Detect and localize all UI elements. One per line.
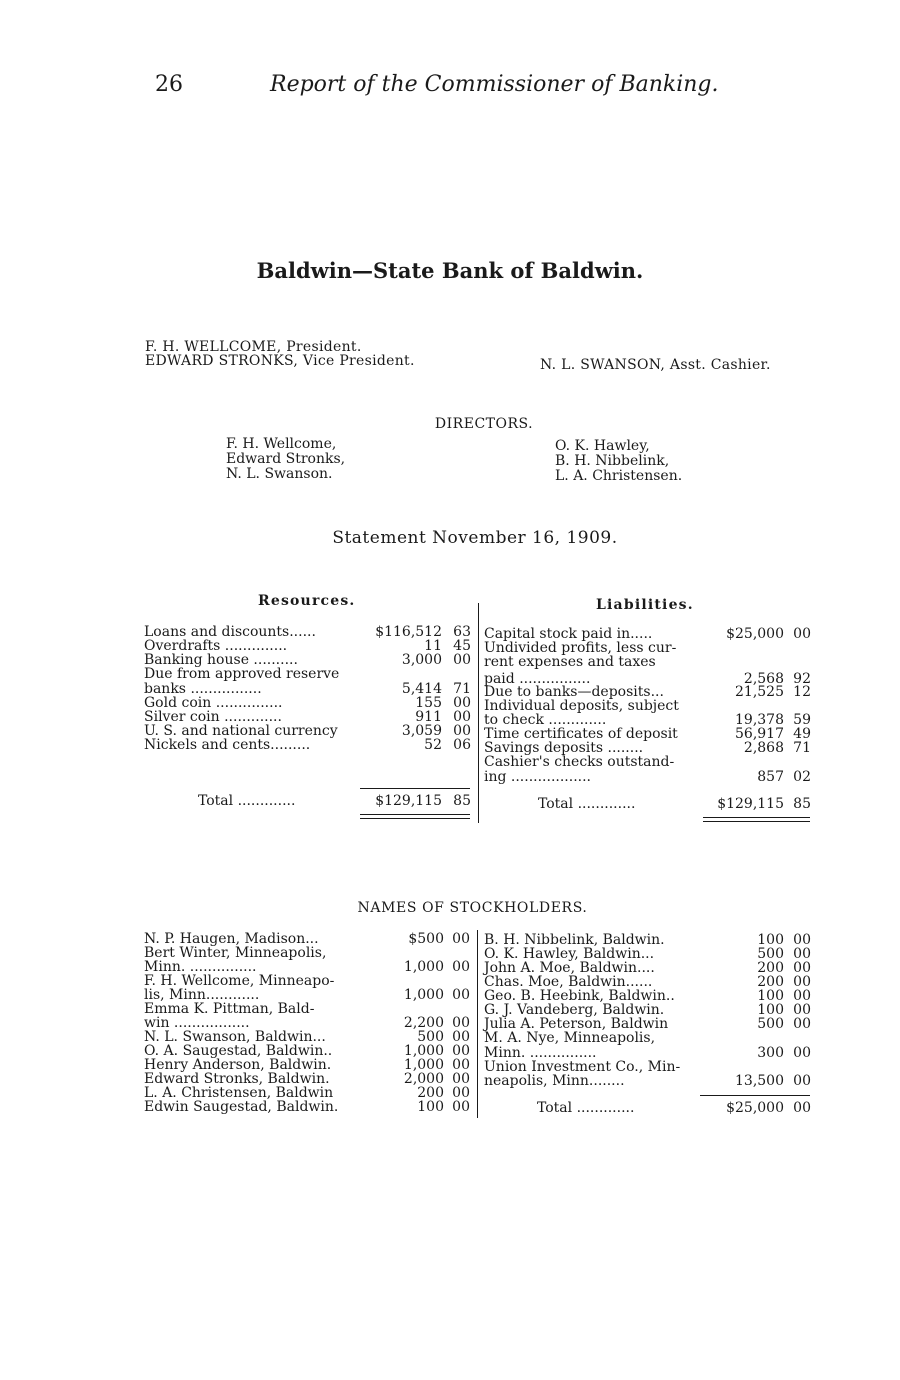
- liabilities-total-label: Total .............: [538, 796, 636, 812]
- director-name: Edward Stronks,: [226, 451, 346, 467]
- liability-label: Savings deposits ........: [484, 740, 644, 756]
- stockholder-dollars: 100: [417, 1099, 444, 1115]
- stockholder-dollars: 2,200: [403, 1015, 444, 1031]
- page-number: 26: [155, 72, 183, 97]
- stockholder-dollars: $500: [408, 931, 444, 947]
- stockholder-cents: 00: [452, 1057, 470, 1073]
- stockholder-cents: 00: [452, 959, 470, 975]
- resource-label: Overdrafts ..............: [144, 638, 288, 654]
- director-name: F. H. Wellcome,: [226, 436, 337, 452]
- stockholder-name: Minn. ...............: [144, 959, 257, 975]
- stockholder-cents: 00: [793, 1073, 811, 1089]
- stockholder-cents: 00: [452, 1085, 470, 1101]
- stockholder-cents: 00: [793, 1016, 811, 1032]
- stockholder-cents: 00: [452, 987, 470, 1003]
- liability-cents: 49: [793, 726, 811, 742]
- resource-dollars: 5,414: [401, 681, 442, 697]
- stockholder-name: Henry Anderson, Baldwin.: [144, 1057, 332, 1073]
- director-name: B. H. Nibbelink,: [555, 453, 670, 469]
- stockholder-dollars: 200: [417, 1085, 444, 1101]
- liability-cents: 00: [793, 626, 811, 642]
- stockholder-cents: 00: [452, 1015, 470, 1031]
- liability-dollars: 2,868: [743, 740, 784, 756]
- stockholders-total-dollars: $25,000: [726, 1100, 784, 1116]
- stockholder-cents: 00: [793, 1045, 811, 1061]
- stockholders-total-rule: [700, 1095, 810, 1096]
- liability-dollars: 21,525: [735, 684, 784, 700]
- resource-label: Loans and discounts......: [144, 624, 316, 640]
- stockholder-cents: 00: [793, 974, 811, 990]
- stockholder-cents: 00: [452, 1029, 470, 1045]
- stockholder-dollars: 1,000: [403, 959, 444, 975]
- officer-asst-cashier: N. L. SWANSON, Asst. Cashier.: [540, 357, 771, 373]
- stockholder-name: Julia A. Peterson, Baldwin: [484, 1016, 669, 1032]
- directors-left: [226, 437, 345, 482]
- stockholder-cents: 00: [793, 946, 811, 962]
- resource-cents: 00: [453, 709, 471, 725]
- stockholder-name: O. A. Saugestad, Baldwin..: [144, 1043, 333, 1059]
- resource-label: U. S. and national currency: [144, 723, 338, 739]
- liability-dollars: 56,917: [735, 726, 784, 742]
- resources-total-dollars: $129,115: [375, 793, 442, 809]
- stockholder-cents: 00: [452, 1099, 470, 1115]
- stockholders-total-cents: 00: [793, 1100, 811, 1116]
- liability-dollars: 19,378: [735, 712, 784, 728]
- stockholder-name: M. A. Nye, Minneapolis,: [484, 1030, 656, 1046]
- stockholder-name: Edwin Saugestad, Baldwin.: [144, 1099, 339, 1115]
- liability-label: Due to banks—deposits...: [484, 684, 664, 700]
- stockholder-cents: 00: [452, 1071, 470, 1087]
- stockholder-dollars: 1,000: [403, 1043, 444, 1059]
- stockholders-divider: [477, 930, 478, 1118]
- stockholder-dollars: 500: [757, 946, 784, 962]
- stockholder-name: Minn. ...............: [484, 1045, 597, 1061]
- column-divider: [478, 603, 479, 823]
- stockholder-name: F. H. Wellcome, Minneapo-: [144, 973, 335, 989]
- stockholder-dollars: 2,000: [403, 1071, 444, 1087]
- liability-label: ing ..................: [484, 769, 592, 785]
- liability-cents: 59: [793, 712, 811, 728]
- resources-double-rule-1: [360, 814, 470, 815]
- resource-dollars: 11: [424, 638, 442, 654]
- stockholder-dollars: 300: [757, 1045, 784, 1061]
- resource-dollars: 3,000: [401, 652, 442, 668]
- stockholder-cents: 00: [793, 988, 811, 1004]
- liability-label: paid ................: [484, 671, 591, 687]
- running-title: Report of the Commissioner of Banking.: [270, 72, 719, 97]
- liability-cents: 02: [793, 769, 811, 785]
- resource-dollars: 3,059: [401, 723, 442, 739]
- stockholder-name: lis, Minn............: [144, 987, 260, 1003]
- director-name: N. L. Swanson.: [226, 466, 333, 482]
- officer-vice-president: EDWARD STRONKS, Vice President.: [145, 353, 415, 369]
- stockholders-heading: NAMES OF STOCKHOLDERS.: [357, 900, 588, 916]
- liability-cents: 71: [793, 740, 811, 756]
- resource-cents: 63: [453, 624, 471, 640]
- stockholder-name: B. H. Nibbelink, Baldwin.: [484, 932, 665, 948]
- stockholder-dollars: 1,000: [403, 1057, 444, 1073]
- resources-total-label: Total .............: [198, 793, 296, 809]
- liabilities-total-dollars: $129,115: [717, 796, 784, 812]
- stockholder-name: N. P. Haugen, Madison...: [144, 931, 319, 947]
- resource-label: Silver coin .............: [144, 709, 282, 725]
- resource-cents: 71: [453, 681, 471, 697]
- liability-label: Undivided profits, less cur-: [484, 640, 677, 656]
- resource-cents: 45: [453, 638, 471, 654]
- stockholder-name: Edward Stronks, Baldwin.: [144, 1071, 330, 1087]
- liabilities-heading: Liabilities.: [596, 597, 694, 613]
- resource-cents: 00: [453, 652, 471, 668]
- resource-dollars: 52: [424, 737, 442, 753]
- stockholder-name: N. L. Swanson, Baldwin...: [144, 1029, 326, 1045]
- stockholder-name: G. J. Vandeberg, Baldwin.: [484, 1002, 665, 1018]
- liabilities-total-cents: 85: [793, 796, 811, 812]
- liability-dollars: $25,000: [726, 626, 784, 642]
- stockholder-name: win .................: [144, 1015, 250, 1031]
- stockholder-cents: 00: [452, 931, 470, 947]
- stockholder-cents: 00: [793, 1002, 811, 1018]
- stockholder-name: Union Investment Co., Min-: [484, 1059, 681, 1075]
- stockholder-cents: 00: [452, 1043, 470, 1059]
- liability-label: to check .............: [484, 712, 607, 728]
- stockholder-dollars: 1,000: [403, 987, 444, 1003]
- stockholder-name: L. A. Christensen, Baldwin: [144, 1085, 334, 1101]
- resource-dollars: 911: [415, 709, 442, 725]
- resource-dollars: $116,512: [375, 624, 442, 640]
- stockholder-dollars: 100: [757, 988, 784, 1004]
- liability-label: Capital stock paid in.....: [484, 626, 653, 642]
- resources-total-cents: 85: [453, 793, 471, 809]
- liabilities-double-rule-2: [703, 821, 810, 822]
- resource-cents: 00: [453, 695, 471, 711]
- resource-label: Banking house ..........: [144, 652, 298, 668]
- stockholder-name: neapolis, Minn........: [484, 1073, 625, 1089]
- stockholder-name: Emma K. Pittman, Bald-: [144, 1001, 315, 1017]
- resource-label: Nickels and cents.........: [144, 737, 311, 753]
- stockholder-name: Geo. B. Heebink, Baldwin..: [484, 988, 675, 1004]
- liability-label: rent expenses and taxes: [484, 654, 656, 670]
- liability-label: Time certificates of deposit: [484, 726, 678, 742]
- director-name: L. A. Christensen.: [555, 468, 683, 484]
- resource-cents: 06: [453, 737, 471, 753]
- liability-label: Individual deposits, subject: [484, 698, 679, 714]
- stockholder-name: John A. Moe, Baldwin....: [484, 960, 655, 976]
- liabilities-double-rule-1: [703, 817, 810, 818]
- stockholder-cents: 00: [793, 960, 811, 976]
- resource-cents: 00: [453, 723, 471, 739]
- stockholder-dollars: 100: [757, 1002, 784, 1018]
- statement-title: Statement November 16, 1909.: [332, 528, 618, 548]
- officer-president: F. H. WELLCOME, President.: [145, 339, 362, 355]
- liability-label: Cashier's checks outstand-: [484, 754, 675, 770]
- director-name: O. K. Hawley,: [555, 438, 650, 454]
- stockholder-dollars: 13,500: [735, 1073, 784, 1089]
- stockholder-dollars: 500: [757, 1016, 784, 1032]
- resources-heading: Resources.: [258, 593, 356, 609]
- liability-cents: 12: [793, 684, 811, 700]
- stockholders-total-label: Total .............: [537, 1100, 635, 1116]
- stockholder-dollars: 200: [757, 974, 784, 990]
- bank-title: Baldwin—State Bank of Baldwin.: [256, 258, 644, 283]
- resource-label: banks ................: [144, 681, 262, 697]
- resource-dollars: 155: [415, 695, 442, 711]
- stockholder-cents: 00: [793, 932, 811, 948]
- resource-label: Gold coin ...............: [144, 695, 283, 711]
- stockholder-name: Chas. Moe, Baldwin......: [484, 974, 653, 990]
- stockholder-dollars: 500: [417, 1029, 444, 1045]
- resource-label: Due from approved reserve: [144, 666, 340, 682]
- resources-total-rule: [360, 788, 470, 789]
- stockholder-dollars: 100: [757, 932, 784, 948]
- liability-cents: 92: [793, 671, 811, 687]
- directors-heading: DIRECTORS.: [434, 416, 534, 432]
- liability-dollars: 857: [757, 769, 784, 785]
- stockholder-name: Bert Winter, Minneapolis,: [144, 945, 327, 961]
- resources-double-rule-2: [360, 818, 470, 819]
- stockholder-dollars: 200: [757, 960, 784, 976]
- stockholder-name: O. K. Hawley, Baldwin...: [484, 946, 655, 962]
- directors-right: [555, 439, 682, 484]
- liability-dollars: 2,568: [743, 671, 784, 687]
